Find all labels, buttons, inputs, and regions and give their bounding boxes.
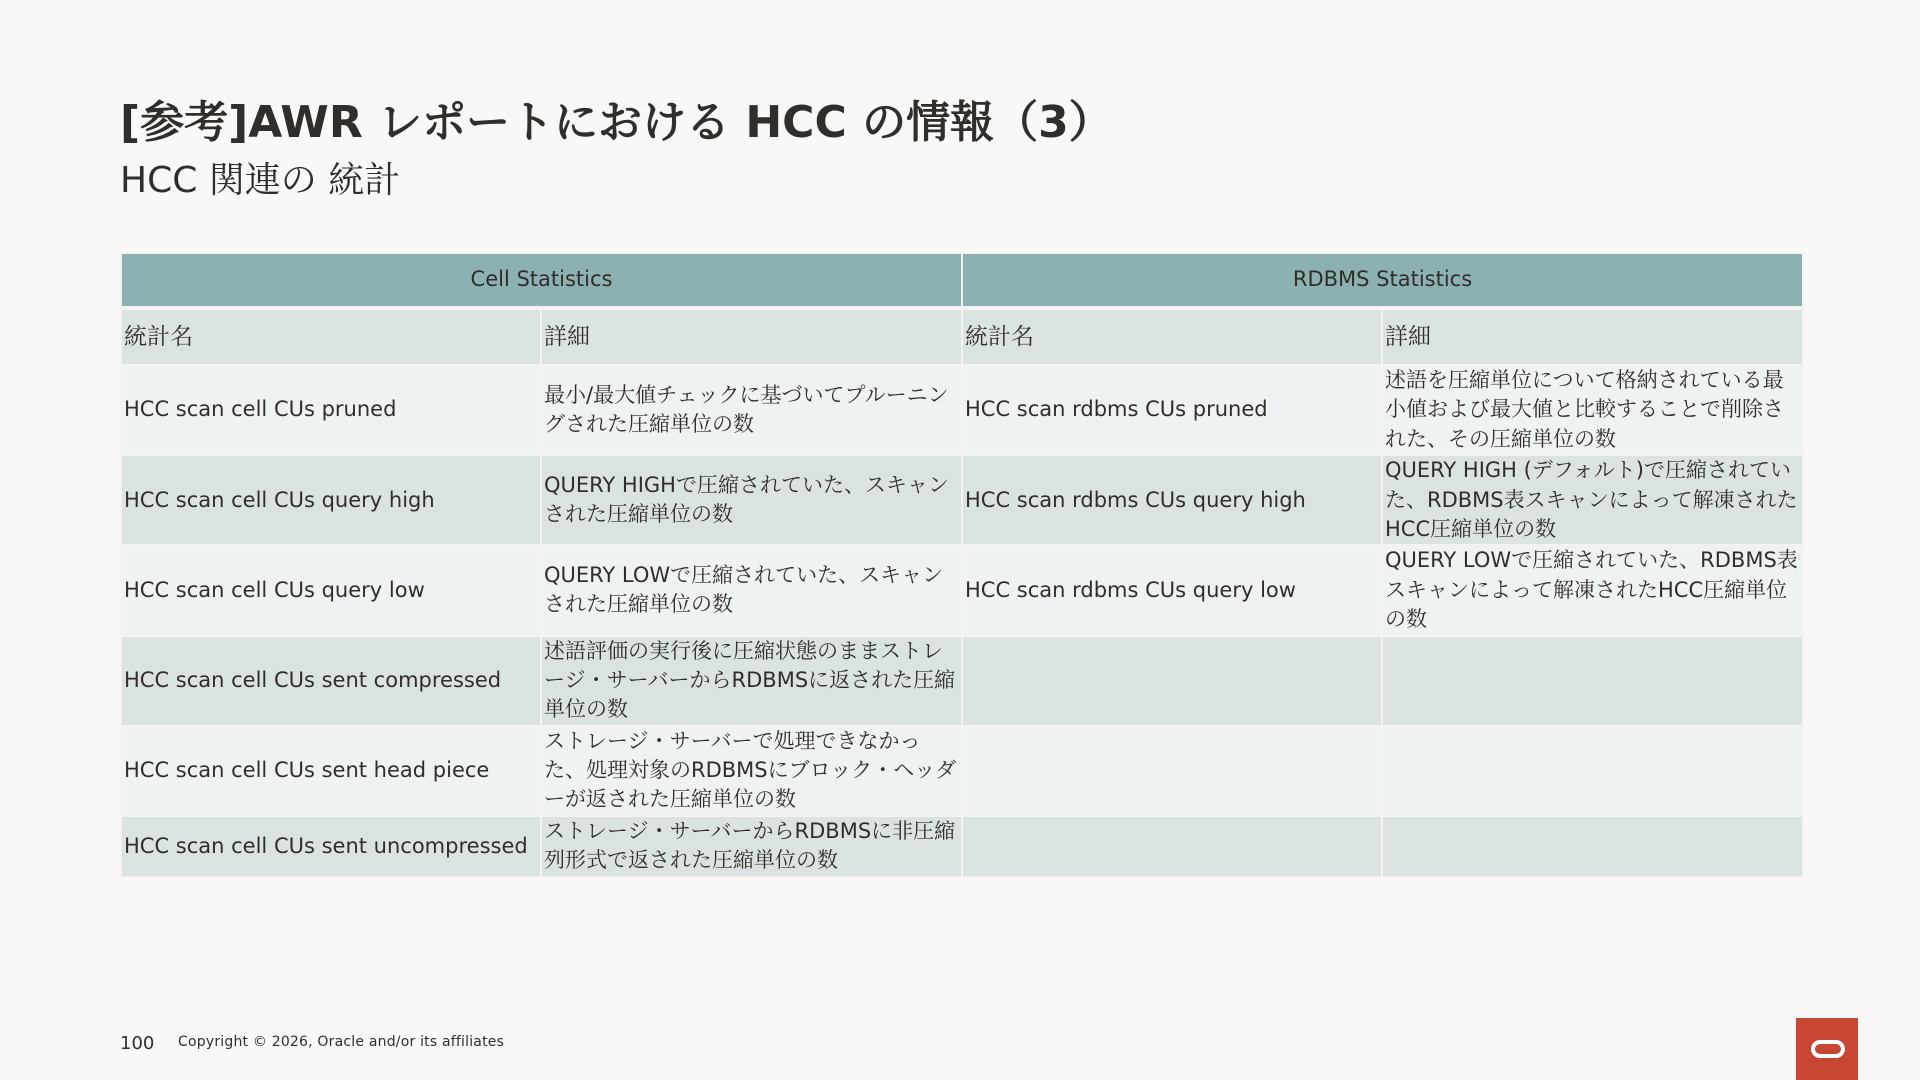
table-row <box>121 816 1803 877</box>
table-row <box>121 455 1803 545</box>
rdbms-stat-detail: QUERY HIGH (デフォルト)で圧縮されていた、RDBMS表スキャンによって解凍されたHCC圧縮単位の数 <box>1382 455 1803 545</box>
rdbms-stat-name: HCC scan rdbms CUs query low <box>962 545 1382 635</box>
rdbms-stat-detail: QUERY LOWで圧縮されていた、RDBMS表スキャンによって解凍されたHCC圧縮単位の数 <box>1382 545 1803 635</box>
rdbms-stat-detail <box>1382 726 1803 816</box>
cell-stat-name: HCC scan cell CUs sent head piece <box>121 726 541 816</box>
rdbms-stat-name: HCC scan rdbms CUs pruned <box>962 365 1382 455</box>
table-row <box>121 726 1803 816</box>
cell-stat-detail: 最小/最大値チェックに基づいてプルーニングされた圧縮単位の数 <box>541 365 962 455</box>
group-header-cell-statistics: Cell Statistics <box>121 253 962 308</box>
hcc-statistics-table <box>120 252 1804 878</box>
column-header-rdbms-detail: 詳細 <box>1382 308 1803 365</box>
column-header-row <box>121 308 1803 365</box>
cell-stat-detail: ストレージ・サーバーからRDBMSに非圧縮列形式で返された圧縮単位の数 <box>541 816 962 877</box>
cell-stat-detail: QUERY HIGHで圧縮されていた、スキャンされた圧縮単位の数 <box>541 455 962 545</box>
copyright-text: Copyright © 2026, Oracle and/or its affiliates <box>178 1034 505 1050</box>
table-row <box>121 365 1803 455</box>
slide-title: [参考]AWR レポートにおける HCC の情報（3） <box>120 97 1113 148</box>
cell-stat-name: HCC scan cell CUs sent compressed <box>121 636 541 726</box>
table-row <box>121 545 1803 635</box>
cell-stat-detail: ストレージ・サーバーで処理できなかった、処理対象のRDBMSにブロック・ヘッダーが返された圧縮単位の数 <box>541 726 962 816</box>
cell-stat-name: HCC scan cell CUs sent uncompressed <box>121 816 541 877</box>
rdbms-stat-name <box>962 726 1382 816</box>
cell-stat-name: HCC scan cell CUs query high <box>121 455 541 545</box>
cell-stat-detail: 述語評価の実行後に圧縮状態のままストレージ・サーバーからRDBMSに返された圧縮単位の数 <box>541 636 962 726</box>
group-header-row <box>121 253 1803 308</box>
oracle-logo-icon <box>1796 1018 1858 1080</box>
cell-stat-name: HCC scan cell CUs pruned <box>121 365 541 455</box>
rdbms-stat-name <box>962 816 1382 877</box>
column-header-rdbms-name: 統計名 <box>962 308 1382 365</box>
column-header-cell-detail: 詳細 <box>541 308 962 365</box>
cell-stat-name: HCC scan cell CUs query low <box>121 545 541 635</box>
rdbms-stat-name: HCC scan rdbms CUs query high <box>962 455 1382 545</box>
column-header-cell-name: 統計名 <box>121 308 541 365</box>
slide-subtitle: HCC 関連の 統計 <box>120 160 401 201</box>
rdbms-stat-name <box>962 636 1382 726</box>
page-number: 100 <box>120 1033 155 1054</box>
rdbms-stat-detail <box>1382 636 1803 726</box>
rdbms-stat-detail <box>1382 816 1803 877</box>
rdbms-stat-detail: 述語を圧縮単位について格納されている最小値および最大値と比較することで削除された、その圧縮単位の数 <box>1382 365 1803 455</box>
oracle-logo-ring <box>1811 1040 1845 1058</box>
cell-stat-detail: QUERY LOWで圧縮されていた、スキャンされた圧縮単位の数 <box>541 545 962 635</box>
group-header-rdbms-statistics: RDBMS Statistics <box>962 253 1803 308</box>
table-row <box>121 636 1803 726</box>
